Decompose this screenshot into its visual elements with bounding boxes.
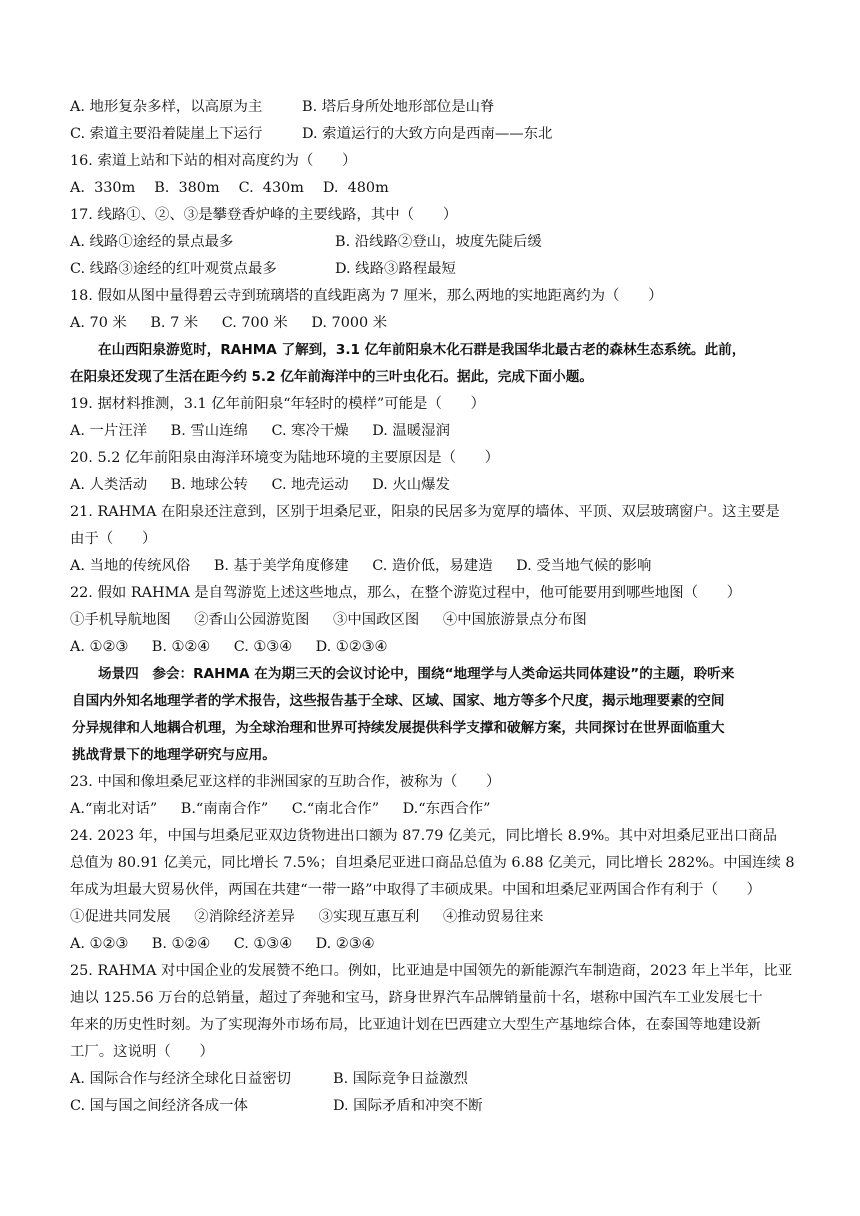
- text-line: 挑战背景下的地理学研究与应用。: [72, 747, 276, 763]
- option-text: B. 沿线路②登山，坡度先陡后缓: [335, 234, 542, 250]
- text-line: C. 国与国之间经济各成一体: [70, 1098, 248, 1114]
- text-line: 17. 线路①、②、③是攀登香炉峰的主要线路，其中（ ）: [70, 207, 458, 223]
- text-line: 迪以 125.56 万台的总销量，超过了奔驰和宝马，跻身世界汽车品牌销量前十名，堪称中国汽车工业发展七十: [70, 990, 763, 1006]
- text-line: 23. 中国和像坦桑尼亚这样的非洲国家的互助合作，被称为（ ）: [70, 774, 501, 790]
- option-text: D. 线路③路程最短: [335, 261, 456, 277]
- text-line: A. 地形复杂多样，以高原为主: [70, 99, 263, 115]
- text-line: 场景四 参会：RAHMA 在为期三天的会议讨论中，围绕“地理学与人类命运共同体建设”的主题，聆听来: [98, 666, 735, 682]
- option-text: B. 国际竞争日益激烈: [333, 1071, 468, 1087]
- text-line: A.“南北对话” B.“南南合作” C.“南北合作” D.“东西合作”: [70, 801, 491, 817]
- text-line: 在阳泉还发现了生活在距今约 5.2 亿年前海洋中的三叶虫化石。据此，完成下面小题。: [70, 369, 593, 385]
- text-line: 年来的历史性时刻。为了实现海外市场布局，比亚迪计划在巴西建立大型生产基地综合体，在泰国等地建设新: [70, 1017, 761, 1033]
- text-line: 24. 2023 年，中国与坦桑尼亚双边货物进出口额为 87.79 亿美元，同比增长 8.9%。其中对坦桑尼亚出口商品: [70, 828, 777, 844]
- option-text: B. 塔后身所处地形部位是山脊: [302, 99, 495, 115]
- option-text: D. 索道运行的大致方向是西南——东北: [302, 126, 553, 142]
- text-line: A. 330m B. 380m C. 430m D. 480m: [70, 180, 389, 196]
- text-line: 工厂。这说明（ ）: [70, 1044, 214, 1060]
- text-line: A. ①②③ B. ①②④ C. ①③④ D. ①②③④: [70, 639, 388, 655]
- text-line: C. 索道主要沿着陡崖上下运行: [70, 126, 263, 142]
- text-line: A. 一片汪洋 B. 雪山连绵 C. 寒冷干燥 D. 温暖湿润: [70, 423, 450, 439]
- text-line: 总值为 80.91 亿美元，同比增长 7.5%；自坦桑尼亚进口商品总值为 6.88 亿美元，同比增长 282%。中国连续 8: [70, 855, 795, 871]
- text-line: 由于（ ）: [70, 531, 157, 547]
- text-line: 自国内外知名地理学者的学术报告，这些报告基于全球、区域、国家、地方等多个尺度，揭示地理要素的空间: [72, 693, 725, 709]
- text-line: 21. RAHMA 在阳泉还注意到，区别于坦桑尼亚，阳泉的民居多为宽厚的墙体、平顶、双层玻璃窗户。这主要是: [70, 504, 780, 520]
- text-line: 在山西阳泉游览时，RAHMA 了解到，3.1 亿年前阳泉木化石群是我国华北最古老的森林生态系统。此前，: [98, 342, 746, 358]
- text-line: 19. 据材料推测，3.1 亿年前阳泉“年轻时的模样”可能是（ ）: [70, 396, 486, 412]
- text-line: ①促进共同发展 ②消除经济差异 ③实现互惠互利 ④推动贸易往来: [70, 909, 544, 925]
- text-line: C. 线路③途经的红叶观赏点最多: [70, 261, 277, 277]
- text-line: 分异规律和人地耦合机理，为全球治理和世界可持续发展提供科学支撑和破解方案，共同探讨在世界面临重大: [72, 720, 725, 736]
- text-line: A. 当地的传统风俗 B. 基于美学角度修建 C. 造价低，易建造 D. 受当地气候的影响: [70, 558, 652, 574]
- text-line: 16. 索道上站和下站的相对高度约为（ ）: [70, 153, 357, 169]
- text-line: A. 国际合作与经济全球化日益密切: [70, 1071, 292, 1087]
- option-text: D. 国际矛盾和冲突不断: [333, 1098, 483, 1114]
- text-line: 22. 假如 RAHMA 是自驾游览上述这些地点，那么，在整个游览过程中，他可能要用到哪些地图（ ）: [70, 585, 742, 601]
- text-line: A. ①②③ B. ①②④ C. ①③④ D. ②③④: [70, 936, 375, 952]
- text-line: A. 70 米 B. 7 米 C. 700 米 D. 7000 米: [70, 315, 388, 331]
- text-line: A. 线路①途经的景点最多: [70, 234, 234, 250]
- text-line: 20. 5.2 亿年前阳泉由海洋环境变为陆地环境的主要原因是（ ）: [70, 450, 500, 466]
- text-line: 年成为坦最大贸易伙伴，两国在共建“一带一路”中取得了丰硕成果。中国和坦桑尼亚两国合作有利于（ ）: [70, 882, 762, 898]
- text-line: A. 人类活动 B. 地球公转 C. 地壳运动 D. 火山爆发: [70, 477, 450, 493]
- text-line: 25. RAHMA 对中国企业的发展赞不绝口。例如，比亚迪是中国领先的新能源汽车制造商，2023 年上半年，比亚: [70, 963, 793, 979]
- text-line: 18. 假如从图中量得碧云寺到琉璃塔的直线距离为 7 厘米，那么两地的实地距离约为（ ）: [70, 288, 663, 304]
- text-line: ①手机导航地图 ②香山公园游览图 ③中国政区图 ④中国旅游景点分布图: [70, 612, 587, 628]
